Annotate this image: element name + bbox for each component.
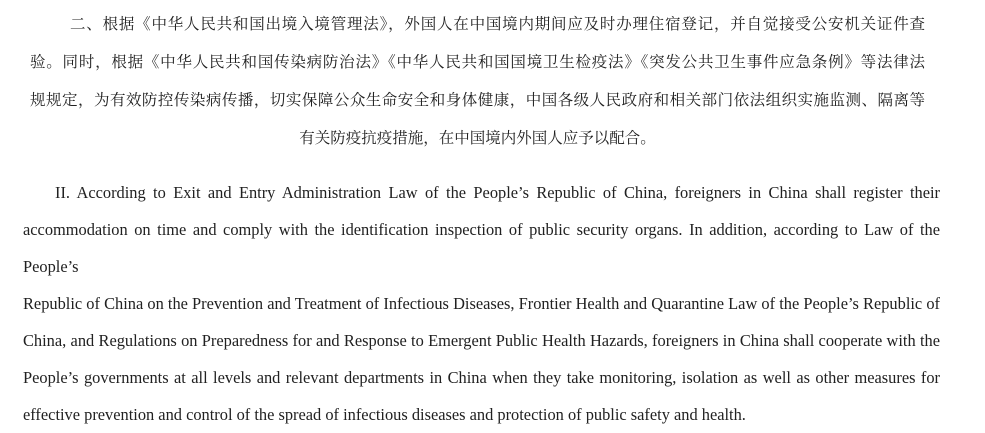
- english-paragraph-line-3: Republic of China on the Prevention and Treatment of Infectious Diseases, Frontier Health and Quarantine Law of the People’s Republic of: [23, 294, 940, 313]
- english-paragraph-line-4: China, and Regulations on Preparedness for and Response to Emergent Public Health Hazards, foreigners in China shall cooperate with the: [23, 331, 940, 350]
- chinese-paragraph-line-3: 规规定，为有效防控传染病传播，切实保障公众生命安全和身体健康，中国各级人民政府和相关部门依法组织实施监测、隔离等: [30, 92, 925, 109]
- english-paragraph-line-2: accommodation on time and comply with the identification inspection of public security organs. In addition, according to Law of the People’s: [23, 220, 940, 276]
- english-paragraph-line-5: People’s governments at all levels and relevant departments in China when they take monitoring, isolation as well as other measures for: [23, 368, 940, 387]
- chinese-paragraph: [0, 0, 985, 158]
- english-paragraph: [0, 166, 985, 433]
- chinese-paragraph-line-2: 验。同时，根据《中华人民共和国传染病防治法》《中华人民共和国国境卫生检疫法》《突发公共卫生事件应急条例》等法律法: [30, 54, 925, 71]
- chinese-paragraph-line-4: 有关防疫抗疫措施，在中国境内外国人应予以配合。: [299, 130, 656, 147]
- english-paragraph-line-1: II. According to Exit and Entry Administration Law of the People’s Republic of China, foreigners in China shall register their: [55, 183, 940, 202]
- english-paragraph-line-6: effective prevention and control of the spread of infectious diseases and protection of public safety and health.: [23, 405, 746, 424]
- chinese-paragraph-line-1: 二、根据《中华人民共和国出境入境管理法》，外国人在中国境内期间应及时办理住宿登记，并自觉接受公安机关证件查: [70, 16, 925, 33]
